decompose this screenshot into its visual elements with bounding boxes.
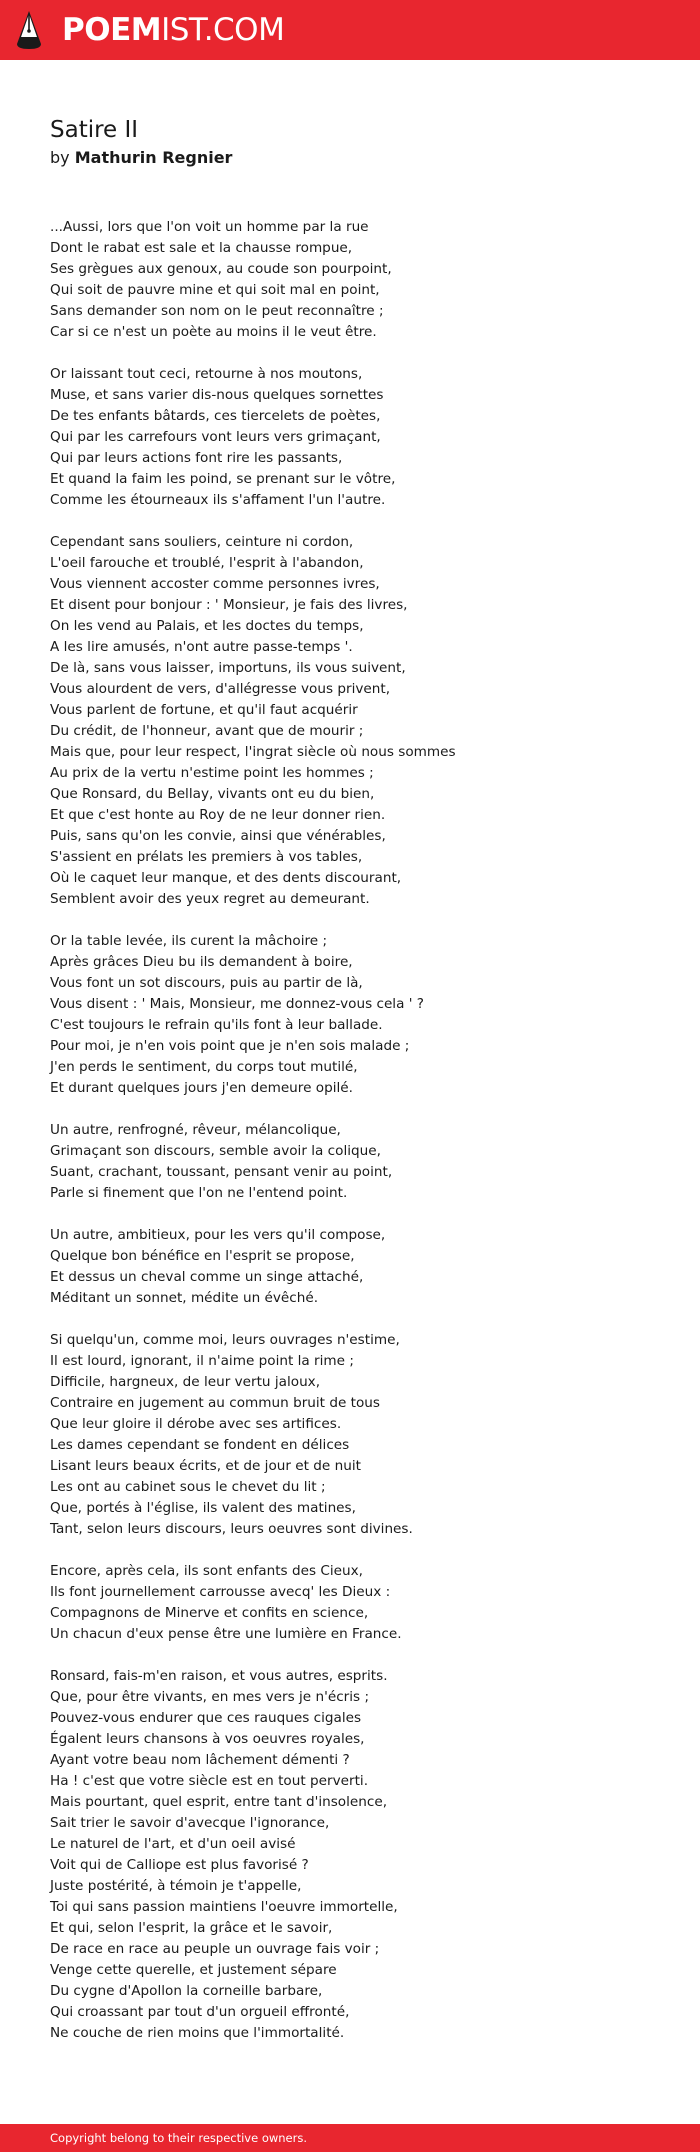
poem-line: Un autre, renfrogné, rêveur, mélancolique,: [50, 1122, 341, 1138]
poem-stanza: [50, 1561, 670, 1645]
poem-line: C'est toujours le refrain qu'ils font à leur ballade.: [50, 1017, 383, 1033]
poem-line: Dont le rabat est sale et la chausse rompue,: [50, 240, 353, 256]
poem-line: J'en perds le sentiment, du corps tout mutilé,: [50, 1059, 358, 1075]
poem-line: Lisant leurs beaux écrits, et de jour et de nuit: [50, 1458, 361, 1474]
poem-line: Car si ce n'est un poète au moins il le veut être.: [50, 324, 377, 340]
poem-line: Or laissant tout ceci, retourne à nos moutons,: [50, 366, 363, 382]
poem-line: De race en race au peuple un ouvrage fais voir ;: [50, 1941, 380, 1957]
site-footer: [0, 2124, 700, 2152]
poem-line: ...Aussi, lors que l'on voit un homme par la rue: [50, 219, 369, 235]
poem-line: Il est lourd, ignorant, il n'aime point la rime ;: [50, 1353, 354, 1369]
poem-line: Et quand la faim les poind, se prenant sur le vôtre,: [50, 471, 396, 487]
poem-line: Mais pourtant, quel esprit, entre tant d'insolence,: [50, 1794, 388, 1810]
poem-line: Puis, sans qu'on les convie, ainsi que vénérables,: [50, 828, 386, 844]
poem-line: Encore, après cela, ils sont enfants des Cieux,: [50, 1563, 363, 1579]
poem-line: Suant, crachant, toussant, pensant venir au point,: [50, 1164, 393, 1180]
poem-line: Pouvez-vous endurer que ces rauques cigales: [50, 1710, 362, 1726]
poem-line: Semblent avoir des yeux regret au demeurant.: [50, 891, 370, 907]
pen-nib-icon: [16, 10, 42, 50]
poem-line: Vous viennent accoster comme personnes ivres,: [50, 576, 380, 592]
poem-line: Que, portés à l'église, ils valent des matines,: [50, 1500, 356, 1516]
poem-line: Méditant un sonnet, médite un évêché.: [50, 1290, 319, 1306]
poem-line: Contraire en jugement au commun bruit de tous: [50, 1395, 380, 1411]
poem-line: Ne couche de rien moins que l'immortalité.: [50, 2025, 345, 2041]
poem-line: Égalent leurs chansons à vos oeuvres royales,: [50, 1731, 365, 1747]
site-logo-link[interactable]: [16, 10, 284, 50]
poem-line: Sait trier le savoir d'avecque l'ignorance,: [50, 1815, 330, 1831]
poem-line: Ayant votre beau nom lâchement démenti ?: [50, 1752, 350, 1768]
poem-line: Du cygne d'Apollon la corneille barbare,: [50, 1983, 323, 1999]
logo-text-light: IST.COM: [161, 12, 285, 48]
poem-line: Qui soit de pauvre mine et qui soit mal en point,: [50, 282, 380, 298]
poem-author: Mathurin Regnier: [74, 148, 233, 167]
poem-line: De là, sans vous laisser, importuns, ils vous suivent,: [50, 660, 406, 676]
poem-line: Ils font journellement carrousse avecq' les Dieux :: [50, 1584, 391, 1600]
poem-stanza: [50, 1666, 670, 2044]
poem-line: Que leur gloire il dérobe avec ses artifices.: [50, 1416, 342, 1432]
poem-stanza: [50, 217, 670, 343]
poem-line: Toi qui sans passion maintiens l'oeuvre immortelle,: [50, 1899, 398, 1915]
poem-line: Juste postérité, à témoin je t'appelle,: [50, 1878, 302, 1894]
poem-line: Du crédit, de l'honneur, avant que de mourir ;: [50, 723, 364, 739]
poem-line: De tes enfants bâtards, ces tiercelets de poètes,: [50, 408, 381, 424]
poem-content: [50, 114, 670, 2065]
poem-line: Pour moi, je n'en vois point que je n'en sois malade ;: [50, 1038, 410, 1054]
poem-line: Qui par les carrefours vont leurs vers grimaçant,: [50, 429, 381, 445]
poem-line: Si quelqu'un, comme moi, leurs ouvrages n'estime,: [50, 1332, 400, 1348]
poem-line: Les dames cependant se fondent en délices: [50, 1437, 350, 1453]
poem-line: On les vend au Palais, et les doctes du temps,: [50, 618, 364, 634]
poem-line: Vous parlent de fortune, et qu'il faut acquérir: [50, 702, 358, 718]
poem-line: Où le caquet leur manque, et des dents discourant,: [50, 870, 402, 886]
poem-line: Tant, selon leurs discours, leurs oeuvres sont divines.: [50, 1521, 413, 1537]
poem-line: Ha ! c'est que votre siècle est en tout perverti.: [50, 1773, 369, 1789]
poem-line: Vous font un sot discours, puis au partir de là,: [50, 975, 363, 991]
poem-line: Au prix de la vertu n'estime point les hommes ;: [50, 765, 374, 781]
logo-text: [62, 10, 284, 50]
poem-stanza: [50, 1225, 670, 1309]
poem-line: Les ont au cabinet sous le chevet du lit ;: [50, 1479, 326, 1495]
poem-line: Et que c'est honte au Roy de ne leur donner rien.: [50, 807, 386, 823]
poem-line: Sans demander son nom on le peut reconnaître ;: [50, 303, 384, 319]
poem-line: Vous disent : ' Mais, Monsieur, me donnez-vous cela ' ?: [50, 996, 425, 1012]
poem-stanza: [50, 931, 670, 1099]
poem-line: Compagnons de Minerve et confits en science,: [50, 1605, 369, 1621]
poem-line: Que Ronsard, du Bellay, vivants ont eu du bien,: [50, 786, 375, 802]
poem-line: Qui croassant par tout d'un orgueil effronté,: [50, 2004, 350, 2020]
poem-line: Le naturel de l'art, et d'un oeil avisé: [50, 1836, 296, 1852]
poem-stanza: [50, 364, 670, 511]
poem-line: Mais que, pour leur respect, l'ingrat siècle où nous sommes: [50, 744, 456, 760]
poem-line: Ses grègues aux genoux, au coude son pourpoint,: [50, 261, 392, 277]
poem-line: Un autre, ambitieux, pour les vers qu'il compose,: [50, 1227, 386, 1243]
poem-line: Un chacun d'eux pense être une lumière en France.: [50, 1626, 402, 1642]
poem-line: Et disent pour bonjour : ' Monsieur, je fais des livres,: [50, 597, 408, 613]
poem-line: Muse, et sans varier dis-nous quelques sornettes: [50, 387, 384, 403]
poem-line: Ronsard, fais-m'en raison, et vous autres, esprits.: [50, 1668, 388, 1684]
poem-line: Que, pour être vivants, en mes vers je n'écris ;: [50, 1689, 370, 1705]
poem-body: [50, 217, 670, 2044]
poem-byline: [50, 146, 670, 170]
site-header: [0, 0, 700, 60]
poem-line: Parle si finement que l'on ne l'entend point.: [50, 1185, 348, 1201]
poem-title: Satire II: [50, 117, 139, 143]
poem-line: S'assient en prélats les premiers à vos tables,: [50, 849, 363, 865]
poem-line: Et qui, selon l'esprit, la grâce et le savoir,: [50, 1920, 333, 1936]
poem-line: Après grâces Dieu bu ils demandent à boire,: [50, 954, 353, 970]
poem-line: Et dessus un cheval comme un singe attaché,: [50, 1269, 364, 1285]
poem-line: Cependant sans souliers, ceinture ni cordon,: [50, 534, 354, 550]
poem-line: Grimaçant son discours, semble avoir la colique,: [50, 1143, 381, 1159]
logo-text-bold: POEM: [62, 12, 162, 48]
poem-line: L'oeil farouche et troublé, l'esprit à l'abandon,: [50, 555, 364, 571]
poem-line: Qui par leurs actions font rire les passants,: [50, 450, 343, 466]
poem-line: Quelque bon bénéfice en l'esprit se propose,: [50, 1248, 355, 1264]
poem-line: A les lire amusés, n'ont autre passe-temps '.: [50, 639, 353, 655]
poem-line: Venge cette querelle, et justement sépare: [50, 1962, 337, 1978]
poem-line: Voit qui de Calliope est plus favorisé ?: [50, 1857, 309, 1873]
poem-stanza: [50, 1330, 670, 1540]
poem-stanza: [50, 532, 670, 910]
poem-stanza: [50, 1120, 670, 1204]
poem-line: Vous alourdent de vers, d'allégresse vous privent,: [50, 681, 391, 697]
by-label: by: [50, 148, 70, 167]
poem-line: Difficile, hargneux, de leur vertu jaloux,: [50, 1374, 321, 1390]
poem-line: Or la table levée, ils curent la mâchoire ;: [50, 933, 328, 949]
copyright-text: Copyright belong to their respective owners.: [50, 2131, 308, 2145]
poem-line: Et durant quelques jours j'en demeure opilé.: [50, 1080, 353, 1096]
poem-line: Comme les étourneaux ils s'affament l'un l'autre.: [50, 492, 386, 508]
